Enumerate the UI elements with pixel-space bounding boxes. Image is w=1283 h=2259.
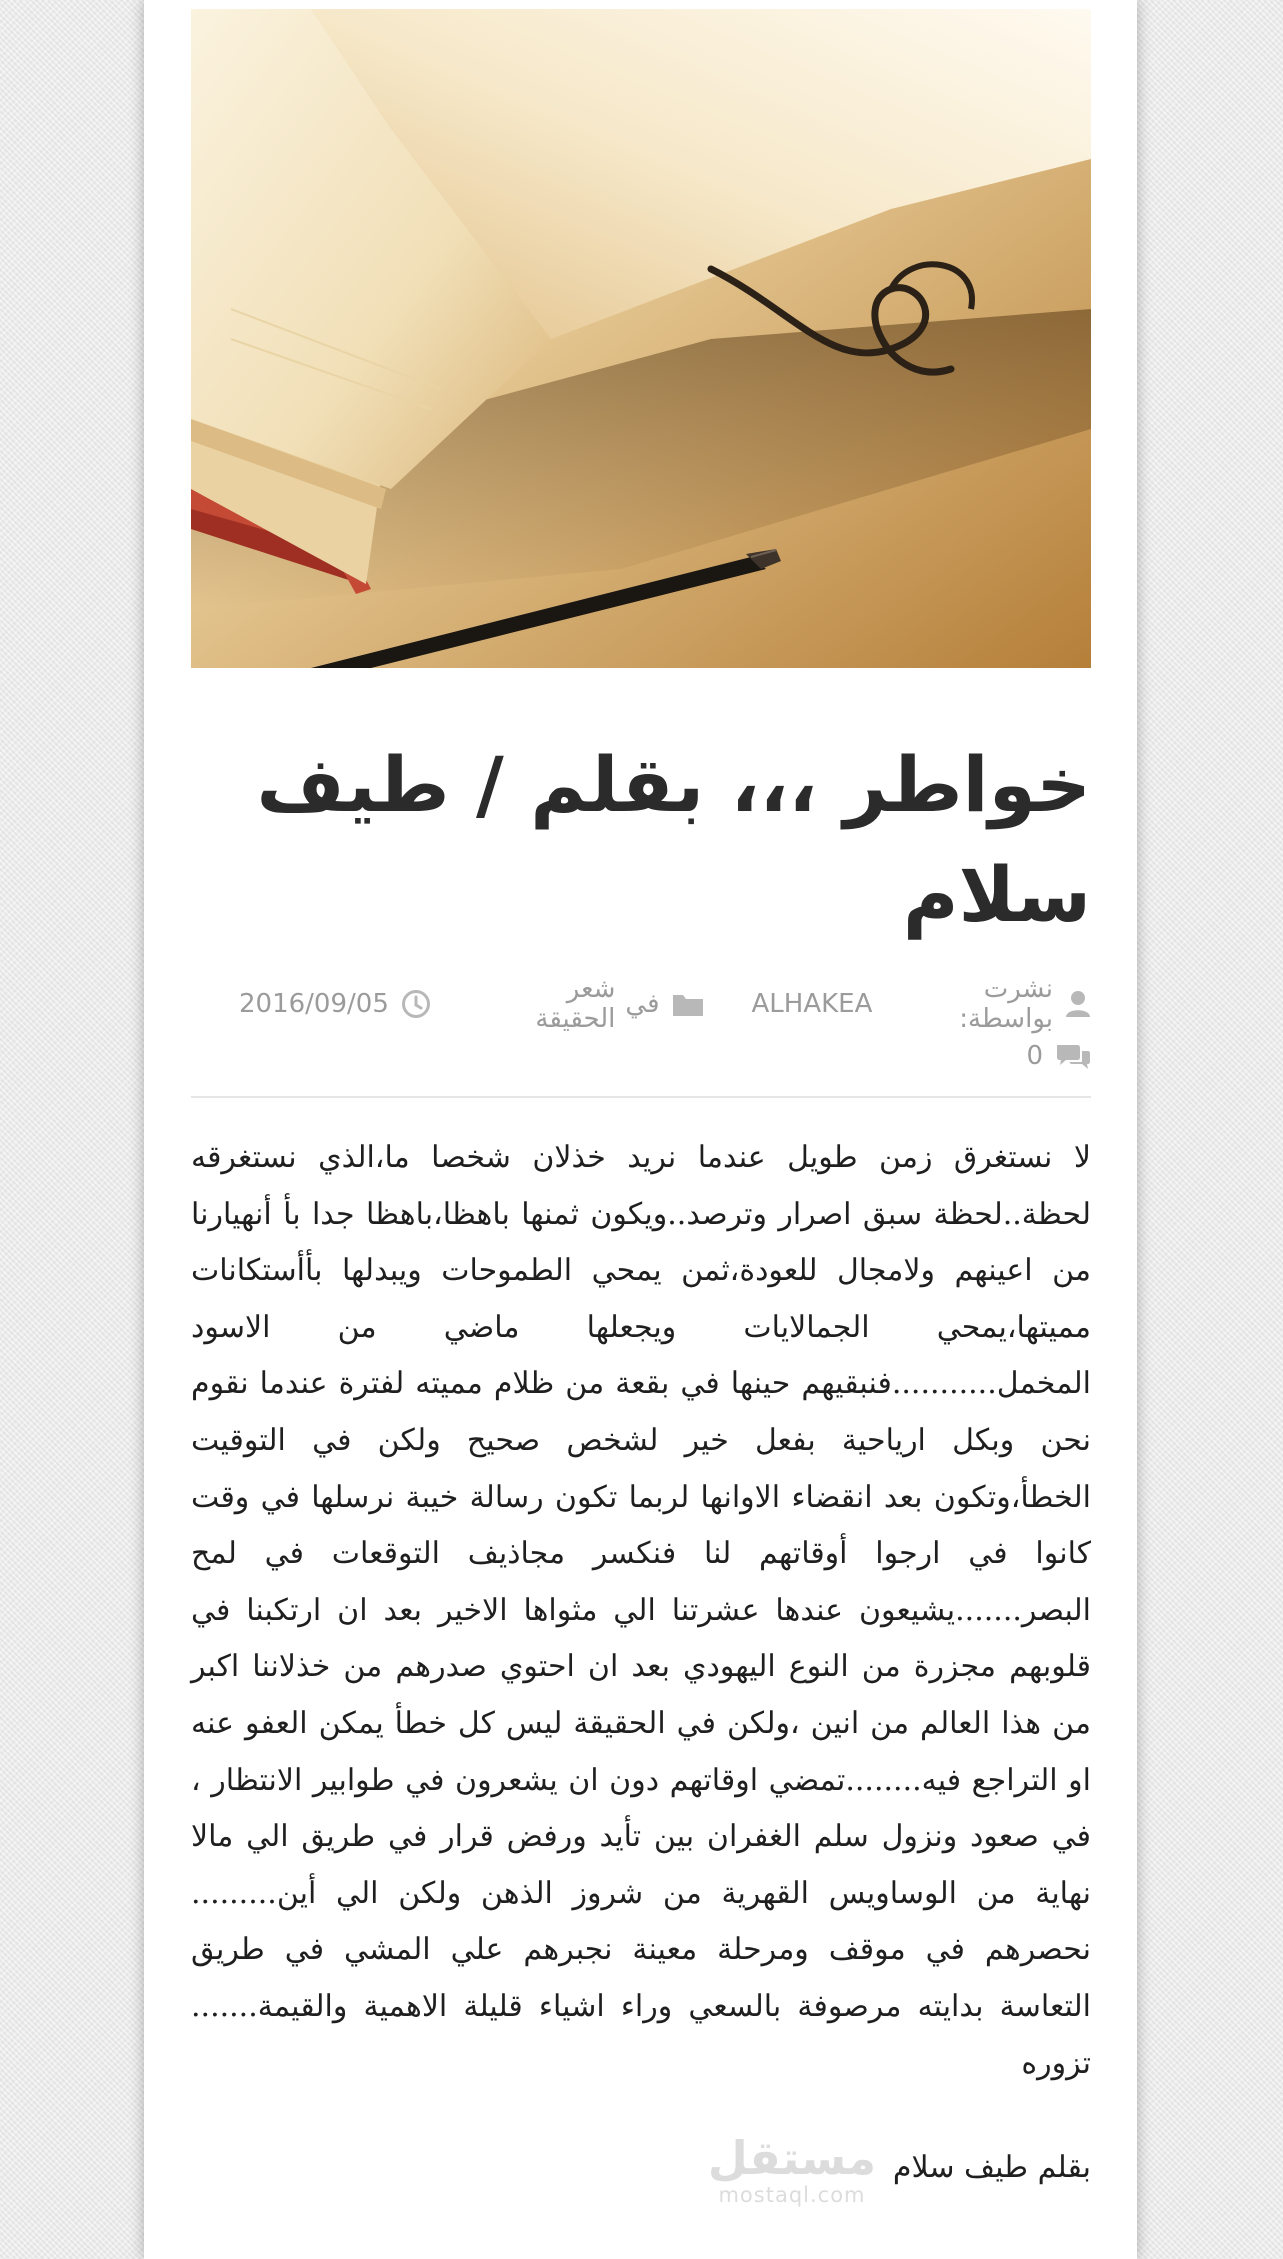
post-signature: بقلم طيف سلام (892, 2150, 1091, 2185)
comments-meta (191, 1036, 1091, 1076)
page-container (144, 0, 1137, 2259)
category-prefix: في (625, 989, 660, 1019)
category-link[interactable]: شعر الحقيقة (535, 974, 616, 1034)
post-date: 2016/09/05 (239, 989, 389, 1019)
author-link[interactable]: ALHAKEA (751, 989, 873, 1019)
author-prefix: نشرت بواسطة: (959, 974, 1053, 1034)
author-meta (752, 974, 1091, 1034)
date-meta (239, 989, 431, 1019)
watermark-logo-text: مستقل (707, 2131, 877, 2185)
post-meta (191, 974, 1091, 1034)
category-meta (479, 974, 704, 1034)
comments-link[interactable] (1026, 1041, 1091, 1071)
clock-icon (401, 989, 431, 1019)
user-icon (1065, 990, 1091, 1018)
comments-count: 0 (1026, 1041, 1043, 1071)
comments-icon (1055, 1042, 1091, 1070)
post-body: لا نستغرق زمن طويل عندما نريد خذلان شخصا ما،الذي نستغرقه لحظة..لحظة سبق اصرار وترصد..ويكون ثمنها باهظا،باهظا جدا بأ أنهيارنا من اعينهم ولامجال للعودة،ثمن يمحي الطموحات ويبدلها بأأستكانات مميتها،يمحي الجمالايات ويجعلها ماضي من الاسود المخمل...........فنبقيهم حينها في بقعة من ظلام مميته لفترة عندما نقوم نحن وبكل ارياحية بفعل خير لشخص صحيح ولكن في التوقيت الخطأ،وتكون بعد انقضاء الاوانها لربما تكون رسالة خيبة نرسلها في وقت كانوا في ارجوا أوقاتهم لنا فنكسر مجاذيف التوقعات في لمح البصر.......يشيعون عندها عشرتنا الي مثواها الاخير بعد ان ارتكبنا في قلوبهم مجزرة من النوع اليهودي بعد ان احتوي صدرهم من خذلاننا اكبر من هذا العالم من انين ،ولكن في الحقيقة ليس كل خطأ يمكن العفو عنه او التراجع فيه........تمضي اوقاتهم دون ان يشعرون في طوابير الانتظار ، في صعود ونزول سلم الغفران بين تأيد ورفض قرار في طريق الي مالا نهاية من الوساويس القهرية من شروز الذهن ولكن الي أين......... نحصرهم في موقف ومرحلة معينة نجبرهم علي المشي في طريق التعاسة بدايته مرصوفة بالسعي وراء اشياء قليلة الاهمية والقيمة....... تزوره (191, 1140, 1091, 2081)
watermark-url: mostaql.com (718, 2183, 866, 2207)
featured-image (191, 9, 1091, 668)
folder-icon (672, 991, 704, 1017)
meta-divider (191, 1096, 1091, 1098)
post-title: خواطر ،،، بقلم / طيف سلام (256, 740, 1091, 939)
